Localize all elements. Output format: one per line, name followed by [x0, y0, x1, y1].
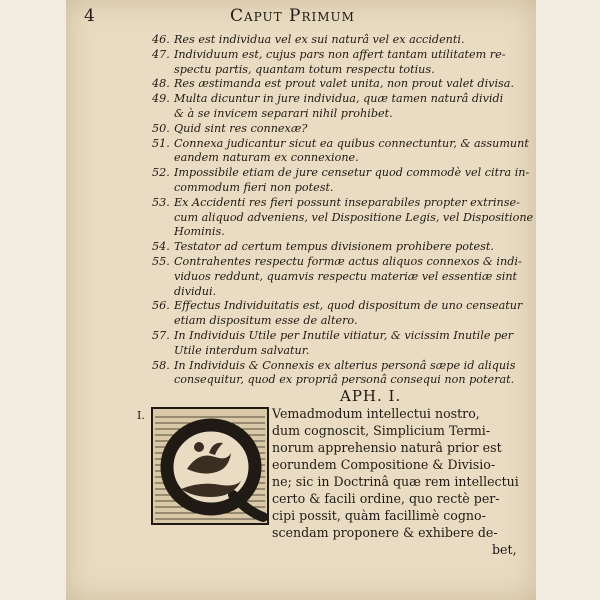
- entry-number: 46.: [152, 33, 170, 46]
- entry-number: 53.: [152, 195, 170, 209]
- entry-number: 51.: [152, 136, 170, 150]
- paragraph-number: I.: [137, 409, 145, 422]
- entry-line: Contrahentes respectu formæ actus aliquos connexos & indi-: [174, 254, 522, 268]
- entry-line: dividui.: [174, 284, 217, 298]
- paragraph-line: ne; sic in Doctrinâ quæ rem intellectui: [272, 474, 519, 489]
- entry-number: 55.: [152, 254, 170, 268]
- entry-line: Impossibile etiam de jure censetur quod commodè vel citra in-: [174, 166, 530, 180]
- paragraph-line: cipi possit, quàm facillimè cogno-: [272, 508, 486, 523]
- entry-line: commodum fieri non potest.: [174, 180, 334, 194]
- entry-line: spectu partis, quantam totum respectu totius.: [174, 62, 435, 76]
- entry-line: In Individuis Utile per Inutile vitiatur, & vicissim Inutile per: [174, 328, 514, 342]
- entry-line: Testator ad certum tempus divisionem prohibere potest.: [174, 240, 494, 254]
- summary-entry: [152, 92, 504, 122]
- paragraph-line: certo & facili ordine, quo rectè per-: [272, 491, 500, 506]
- entry-number: 52.: [152, 166, 170, 180]
- running-head: Caput Primum: [230, 6, 355, 26]
- entry-line: viduos reddunt, quamvis respectu materiæ vel essentiæ sint: [174, 269, 518, 283]
- summary-list: [152, 33, 534, 388]
- entry-number: 49.: [152, 92, 170, 106]
- entry-line: consequitur, quod ex propriâ personâ consequi non poterat.: [174, 373, 515, 387]
- entry-line: etiam dispositum esse de altero.: [174, 314, 358, 328]
- entry-line: & à se invicem separari nihil prohibet.: [174, 106, 393, 120]
- entry-line: Multa dicuntur in jure individua, quæ tamen naturâ dividi: [174, 92, 504, 106]
- paragraph-line: scendam proponere & exhibere de-: [272, 525, 498, 540]
- entry-number: 54.: [152, 240, 170, 254]
- summary-entry: [152, 299, 523, 329]
- entry-line: cum aliquod adveniens, vel Dispositione Legis, vel Dispositione: [174, 210, 534, 224]
- entry-number: 50.: [152, 121, 170, 135]
- entry-line: Individuum est, cujus pars non affert tantam utilitatem re-: [174, 47, 506, 61]
- summary-entry: [152, 166, 530, 196]
- page-number: 4: [84, 6, 95, 26]
- summary-entry: [152, 47, 506, 78]
- paragraph-line: norum apprehensio naturâ prior est: [272, 440, 502, 455]
- paragraph-line: dum cognoscit, Simplicium Termi-: [272, 423, 491, 438]
- entry-line: Res est individua vel ex sui naturâ vel ex accidenti.: [174, 33, 465, 46]
- entry-line: Hominis.: [174, 225, 225, 239]
- entry-number: 47.: [152, 47, 170, 61]
- summary-entry: [152, 240, 497, 255]
- woodcut-initial-q: [151, 407, 269, 525]
- summary-entry: [152, 358, 516, 389]
- entry-number: 48.: [152, 77, 170, 91]
- entry-line: Utile interdum salvatur.: [174, 343, 310, 357]
- paragraph-line: Vemadmodum intellectui nostro,: [272, 406, 480, 421]
- summary-entry: [152, 122, 497, 137]
- entry-line: Effectus Individuitatis est, quod dispositum de uno censeatur: [174, 299, 523, 313]
- entry-line: Connexa judicantur sicut ea quibus connectuntur, & assumunt: [174, 136, 529, 150]
- entry-line: Res æstimanda est prout valet unita, non prout valet divisa.: [174, 77, 515, 91]
- section-heading: APH. I.: [340, 387, 402, 405]
- summary-entry: [152, 195, 534, 240]
- paragraph-line: eorundem Compositione & Divisio-: [272, 457, 496, 472]
- entry-number: 58.: [152, 358, 170, 372]
- summary-entry: [152, 254, 522, 299]
- entry-line: eandem naturam ex connexione.: [174, 151, 359, 165]
- entry-number: 57.: [152, 328, 170, 342]
- summary-entry: [152, 33, 497, 48]
- summary-entry: [152, 77, 515, 92]
- entry-line: Quid sint res connexæ?: [174, 121, 308, 135]
- entry-line: Ex Accidenti res fieri possunt inseparabiles propter extrinse-: [174, 195, 520, 209]
- summary-entry: [152, 136, 529, 167]
- entry-line: In Individuis & Connexis ex alterius personâ sæpe id aliquis: [174, 358, 516, 372]
- summary-entry: [152, 328, 514, 359]
- entry-number: 56.: [152, 299, 170, 313]
- paragraph-line: bet,: [492, 542, 517, 557]
